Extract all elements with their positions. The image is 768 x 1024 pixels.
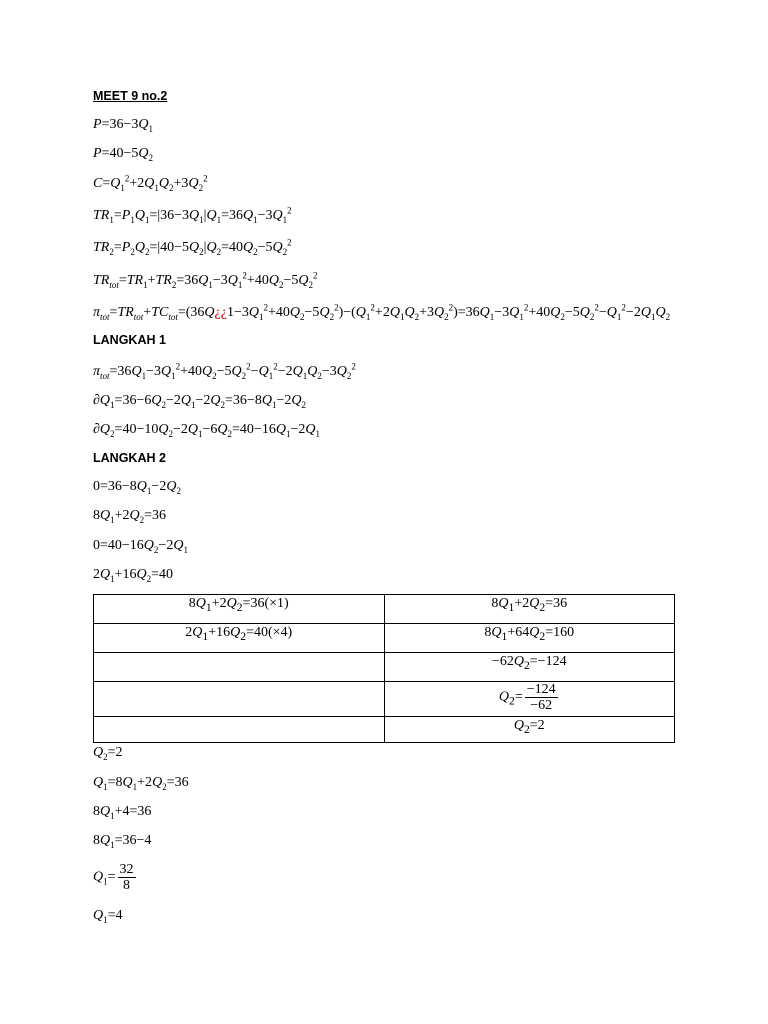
equation-profit-total: $\pi_{tot}=TR_{tot}+TC_{tot}=(36Q¿¿1-3Q_1^2+40Q_2-5Q_2^2)-(Q_1^2+2Q_1Q_2+3Q_2^2)=36Q_1-3Q_1^2+40Q_2-5Q_2^2-Q_1^2-2Q_1Q_2$ (93, 302, 671, 322)
table-cell (94, 717, 385, 743)
table-cell (94, 653, 385, 682)
equation-demand-1: $P=36-3Q_1$ (93, 117, 153, 134)
equation-foc-2: $0=40-16Q_2-2Q_1$ (93, 538, 188, 555)
table-row (94, 682, 675, 717)
table-row (94, 624, 675, 653)
section-heading-langkah-1: LANGKAH 1 (93, 333, 166, 347)
table-cell: $2Q_1+16Q_2=40(\times 4)$ (94, 624, 385, 653)
section-heading-langkah-2: LANGKAH 2 (93, 451, 166, 465)
equation-q1-substitute: $Q_1=8Q_1+2Q_2=36$ (93, 775, 189, 792)
fraction (118, 862, 136, 893)
table-cell (94, 682, 385, 717)
fraction-denominator: −62 (530, 698, 553, 713)
equation-q1-final: $Q_1=4$ (93, 908, 123, 925)
table-cell: $-62Q_2=-124$ (384, 653, 675, 682)
equation-partial-q2: $\partial Q_2=40-10Q_2-2Q_1-6Q_2=40-16Q_1-2Q_1$ (93, 422, 320, 439)
page-title: MEET 9 no.2 (93, 89, 168, 103)
elimination-table (93, 594, 675, 743)
fraction-denominator: 8 (123, 878, 131, 893)
equation-q1-step-2: $8Q_1=36-4$ (93, 833, 152, 850)
table-cell: $8Q_1+2Q_2=36$ (384, 595, 675, 624)
table-row (94, 717, 675, 743)
table-cell: $8Q_1+2Q_2=36(\times 1)$ (94, 595, 385, 624)
equation-demand-2: $P=40-5Q_2$ (93, 146, 153, 163)
fraction (525, 682, 558, 713)
equation-q1-step-1: $8Q_1+4=36$ (93, 804, 152, 821)
fraction-numerator: 32 (119, 862, 134, 877)
table-cell: $8Q_1+64Q_2=160$ (384, 624, 675, 653)
equation-tr-total: $TR_{tot}=TR_1+TR_2=36Q_1-3Q_1^2+40Q_2-5Q_2^2$ (93, 270, 318, 290)
equation-partial-q1: $\partial Q_1=36-6Q_2-2Q_1-2Q_2=36-8Q_1-2Q_2$ (93, 393, 306, 410)
equation-profit-expanded: $\pi_{tot}=36Q_1-3Q_1^2+40Q_2-5Q_2^2-Q_1^2-2Q_1Q_2-3Q_2^2$ (93, 361, 356, 381)
table-cell: $Q_2=$ $\frac{-124}{-62}$ (384, 682, 675, 717)
equation-cost: $C=Q_1^2+2Q_1Q_2+3Q_2^2$ (93, 173, 208, 193)
equation-foc-2-rearranged: $2Q_1+16Q_2=40$ (93, 567, 174, 584)
equation-tr2: $TR_2=P_2Q_2=|40-5Q_2|Q_2=40Q_2-5Q_2^2$ (93, 237, 292, 257)
fraction-numerator: −124 (526, 682, 556, 697)
equation-tr1: $TR_1=P_1Q_1=|36-3Q_1|Q_1=36Q_1-3Q_1^2$ (93, 205, 292, 225)
table-cell: $Q_2=2$ (384, 717, 675, 743)
equation-q1-fraction: $Q_1=$ $\frac{32}{8}$ (93, 862, 134, 893)
equation-q2-result: $Q_2=2$ (93, 745, 123, 762)
equation-foc-1: $0=36-8Q_1-2Q_2$ (93, 479, 181, 496)
table-row (94, 653, 675, 682)
table-row (94, 595, 675, 624)
equation-foc-1-rearranged: $8Q_1+2Q_2=36$ (93, 508, 167, 525)
